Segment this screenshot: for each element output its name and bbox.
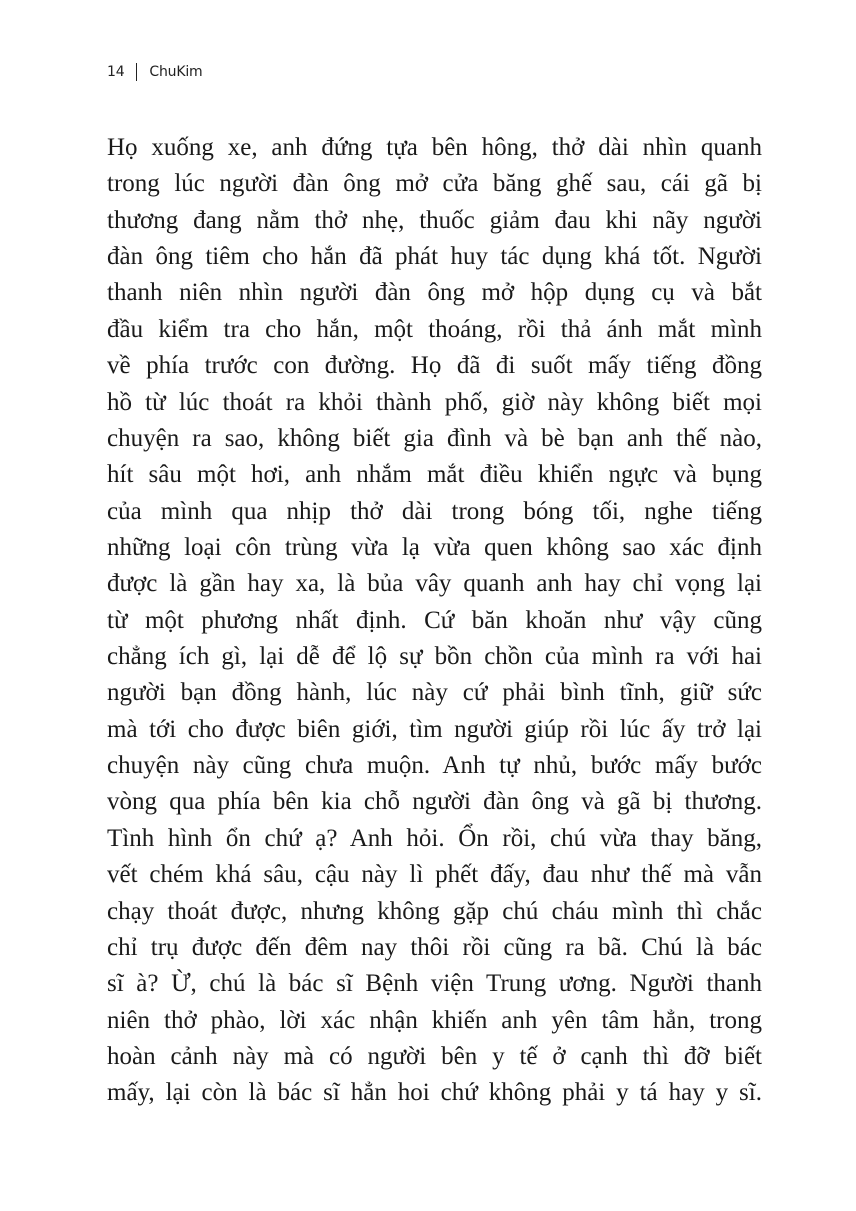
text-line: mà tới cho được biên giới, tìm người giúp rồi lúc ấy trở lại [107, 715, 762, 743]
text-line: sĩ à? Ừ, chú là bác sĩ Bệnh viện Trung ương. Người thanh [107, 970, 762, 998]
text-line: trong lúc người đàn ông mở cửa băng ghế sau, cái gã bị [107, 170, 762, 198]
text-line: đàn ông tiêm cho hắn đã phát huy tác dụng khá tốt. Người [107, 243, 762, 271]
text-line: về phía trước con đường. Họ đã đi suốt mấy tiếng đồng [107, 352, 762, 380]
text-line: vết chém khá sâu, cậu này lì phết đấy, đau như thế mà vẫn [107, 861, 762, 889]
text-line: từ một phương nhất định. Cứ băn khoăn như vậy cũng [107, 606, 762, 634]
text-line: Tình hình ổn chứ ạ? Anh hỏi. Ổn rồi, chú vừa thay băng, [107, 824, 762, 852]
text-line: Họ xuống xe, anh đứng tựa bên hông, thở dài nhìn quanh [107, 134, 762, 161]
header-divider [136, 63, 137, 81]
text-line: hoàn cảnh này mà có người bên y tế ở cạnh thì đỡ biết [107, 1042, 762, 1070]
text-line: những loại côn trùng vừa lạ vừa quen không sao xác định [107, 533, 762, 561]
text-line: vòng qua phía bên kia chỗ người đàn ông và gã bị thương. [107, 788, 762, 816]
text-line: đầu kiểm tra cho hắn, một thoáng, rồi thả ánh mắt mình [107, 315, 762, 343]
text-line: thương đang nằm thở nhẹ, thuốc giảm đau khi nãy người [107, 206, 762, 234]
text-line: hít sâu một hơi, anh nhắm mắt điều khiển ngực và bụng [107, 461, 762, 489]
text-line: niên thở phào, lời xác nhận khiến anh yên tâm hẳn, trong [107, 1006, 762, 1034]
text-line: người bạn đồng hành, lúc này cứ phải bình tĩnh, giữ sức [107, 679, 762, 707]
body-text [107, 130, 762, 1112]
author-name: ChuKim [149, 64, 203, 80]
text-line: của mình qua nhịp thở dài trong bóng tối, nghe tiếng [107, 497, 762, 525]
text-line: chỉ trụ được đến đêm nay thôi rồi cũng ra bã. Chú là bác [107, 933, 762, 961]
text-line: mấy, lại còn là bác sĩ hẳn hoi chứ không phải y tá hay y sĩ. [107, 1079, 762, 1107]
text-line: chuyện này cũng chưa muộn. Anh tự nhủ, bước mấy bước [107, 752, 762, 780]
text-line: chuyện ra sao, không biết gia đình và bè bạn anh thế nào, [107, 424, 762, 452]
text-line: thanh niên nhìn người đàn ông mở hộp dụng cụ và bắt [107, 279, 762, 307]
text-line: hồ từ lúc thoát ra khỏi thành phố, giờ này không biết mọi [107, 388, 762, 416]
page-number: 14 [107, 64, 125, 80]
text-line: chẳng ích gì, lại dễ để lộ sự bồn chồn của mình ra với hai [107, 643, 762, 671]
text-line: được là gần hay xa, là bủa vây quanh anh hay chỉ vọng lại [107, 570, 762, 598]
text-line: chạy thoát được, nhưng không gặp chú cháu mình thì chắc [107, 897, 762, 925]
running-header [107, 63, 202, 81]
